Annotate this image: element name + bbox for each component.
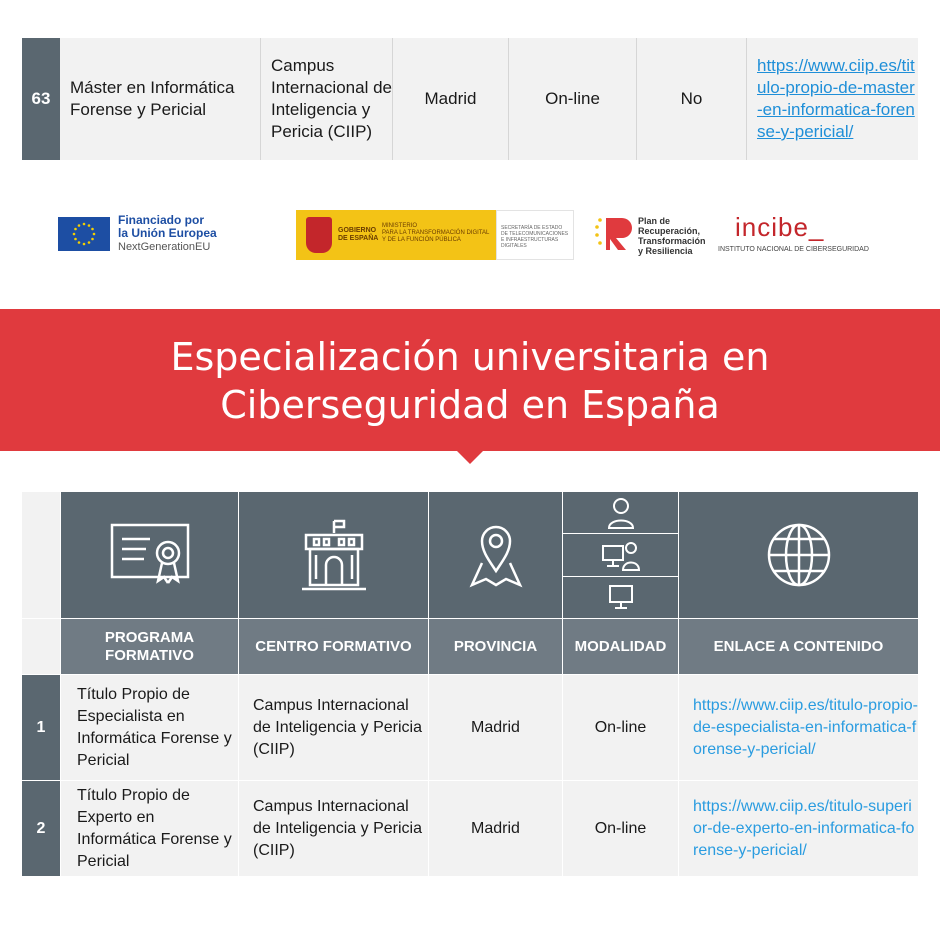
homologado-cell: No	[636, 38, 746, 160]
centro-cell: Campus Internacional de Inteligencia y Pericia (CIIP)	[238, 781, 428, 876]
row-number: 1	[22, 675, 60, 780]
secretaria-text: SECRETARÍA DE ESTADO DE TELECOMUNICACIONES E INFRAESTRUCTURAS DIGITALES	[496, 210, 574, 260]
globe-icon	[678, 492, 918, 618]
header-enlace: ENLACE A CONTENIDO	[678, 618, 918, 674]
prtr-logo-icon	[592, 212, 634, 254]
enlace-text[interactable]: https://www.ciip.es/titulo-propio-de-especialista-en-informatica-forense-y-pericial/	[693, 696, 918, 758]
gobierno-logo: GOBIERNO DE ESPAÑA MINISTERIO PARA LA TRANSFORMACIÓN DIGITAL Y DE LA FUNCIÓN PÚBLICA	[296, 210, 496, 260]
banner-title: Especialización universitaria en Ciberseguridad en España	[170, 335, 770, 427]
header-modalidad: MODALIDAD	[562, 618, 678, 674]
funding-logos	[0, 200, 940, 270]
eu-funding-text: Financiado por la Unión Europea NextGenerationEU	[118, 213, 217, 253]
programs-table	[22, 492, 918, 876]
table-row	[22, 38, 918, 160]
centro-cell: Campus Internacional de Inteligencia y Pericia (CIIP)	[238, 675, 428, 780]
modalidad-cell: On-line	[562, 675, 678, 780]
row-number: 63	[22, 38, 60, 160]
provincia-cell: Madrid	[392, 38, 508, 160]
banner-pointer	[456, 450, 484, 464]
centro-cell: Campus Internacional de Inteligencia y Pericia (CIIP)	[260, 38, 392, 160]
enlace-link[interactable]	[746, 38, 918, 160]
provincia-cell: Madrid	[428, 675, 562, 780]
prtr-text: Plan de Recuperación, Transformación y Resiliencia	[638, 216, 706, 256]
enlace-text[interactable]: https://www.ciip.es/titulo-superior-de-experto-en-informatica-forense-y-pericial/	[693, 797, 915, 859]
provincia-cell: Madrid	[428, 781, 562, 876]
person-at-computer-icon	[563, 534, 678, 576]
map-pin-icon	[428, 492, 562, 618]
programa-cell: Título Propio de Experto en Informática Forense y Pericial	[60, 781, 238, 876]
icon-header-row	[22, 492, 918, 618]
header-provincia: PROVINCIA	[428, 618, 562, 674]
certificate-icon	[60, 492, 238, 618]
modality-icons	[562, 492, 678, 618]
table-row	[22, 674, 918, 780]
table-row	[22, 780, 918, 876]
column-header-row	[22, 618, 918, 674]
programa-cell: Máster en Informática Forense y Pericial	[70, 78, 235, 119]
header-programa: PROGRAMA FORMATIVO	[60, 618, 238, 674]
section-banner	[0, 309, 940, 451]
enlace-link[interactable]	[678, 675, 918, 780]
eu-flag-icon	[58, 217, 110, 251]
enlace-link[interactable]	[678, 781, 918, 876]
person-icon	[563, 492, 678, 534]
enlace-text[interactable]: https://www.ciip.es/titulo-propio-de-master-en-informatica-forense-y-pericial/	[757, 56, 915, 141]
row-number: 2	[22, 781, 60, 876]
modalidad-cell: On-line	[508, 38, 636, 160]
computer-icon	[563, 577, 678, 618]
coat-of-arms-icon	[306, 217, 332, 253]
modalidad-cell: On-line	[562, 781, 678, 876]
incibe-subtitle: INSTITUTO NACIONAL DE CIBERSEGURIDAD	[718, 246, 869, 253]
header-centro: CENTRO FORMATIVO	[238, 618, 428, 674]
programa-cell: Título Propio de Especialista en Informática Forense y Pericial	[60, 675, 238, 780]
incibe-logo: incibe_	[735, 212, 825, 242]
building-icon	[238, 492, 428, 618]
